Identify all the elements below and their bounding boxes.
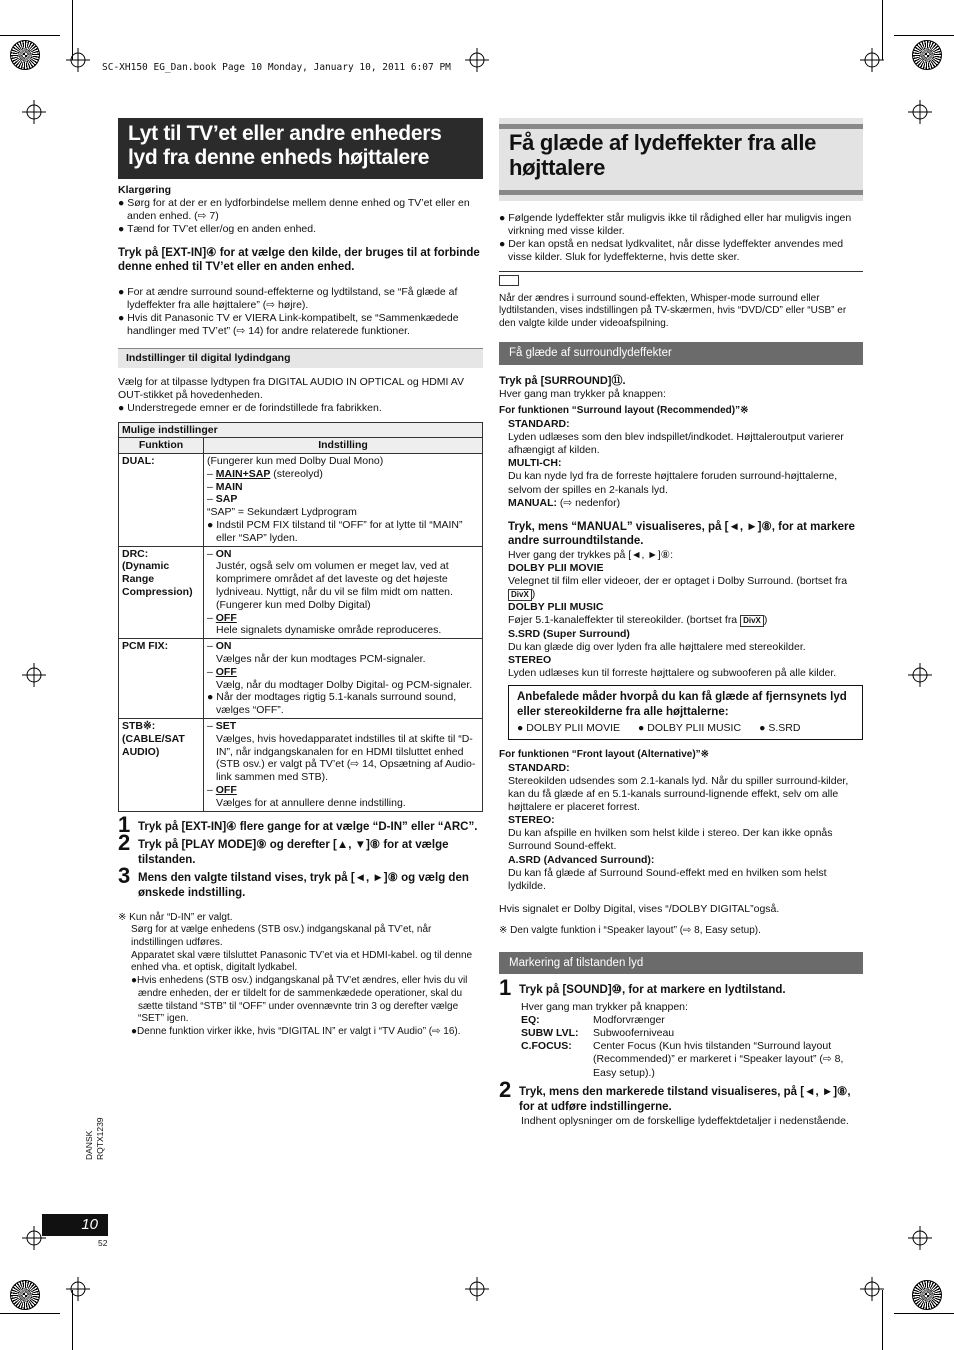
step-number: 1 xyxy=(118,811,131,837)
right-title-box xyxy=(499,118,863,201)
step-text: Mens den valgte tilstand vises, tryk på [◄, ►]⑧ og vælg den ønskede indstilling. xyxy=(138,871,469,899)
caution-item: Følgende lydeffekter står muligvis ikke til rådighed eller har muligvis ingen virkning med visse kilder. xyxy=(508,212,852,238)
registration-disc-icon xyxy=(912,40,942,70)
function-name: DUAL: xyxy=(119,454,204,547)
setting-key: EQ: xyxy=(521,1014,540,1026)
column-header: Funktion xyxy=(119,438,204,454)
setting-value: Subwooferniveau xyxy=(593,1027,675,1040)
crosshair-icon xyxy=(908,663,932,687)
setting-value: Center Focus (Kun hvis tilstanden “Surround layout (Recommended)” er markeret i “Speaker layout” (⇨ 8, Easy setup).) xyxy=(593,1040,844,1079)
footnote-line: ●Hvis enhedens (STB osv.) indgangskanal på TV’et ændres, eller hvis du vil ændre enheden, der er tildelt for de sammenkædede operationer, skal du sætte tilstand “STB” til “OFF” under ovennævnte trin 3 og derefter vælge “SET” igen. xyxy=(131,975,468,1025)
function-name: DRC: (Dynamic Range Compression) xyxy=(119,546,204,639)
table-row xyxy=(119,639,483,719)
page-number: 10 xyxy=(42,1214,108,1236)
mode-desc: Du kan få glæde af Surround Sound-effekt med en hvilken som helst lydkilde. xyxy=(508,866,827,892)
option-default: OFF xyxy=(215,665,237,678)
option-desc: Vælges, hvis hovedapparatet indstilles til at skifte til “D-IN”, når indgangskanalen for en HDMI tilsluttet enhed (STB osv.) er valgt på TV’et (⇨ 14, Opsætning af Audio-link sammen med STB). xyxy=(216,732,476,784)
title-bar-top xyxy=(499,124,863,129)
list-item: ● Understregede emner er de forindstillede fra fabrikken. xyxy=(118,402,382,415)
crop-line xyxy=(0,1313,60,1314)
table-row xyxy=(119,719,483,812)
instruction-sub: Hver gang man trykker på knappen: xyxy=(499,388,666,401)
settings-table xyxy=(118,422,483,812)
setting-line: “SAP” = Sekundært Lydprogram xyxy=(207,506,357,519)
setting-row xyxy=(521,1027,863,1040)
crosshair-icon xyxy=(465,1277,489,1301)
option-name: SET xyxy=(215,720,237,733)
section-heading: Markering af tilstanden lyd xyxy=(499,952,863,974)
mode-desc: Du kan glæde dig over lyden fra alle højttalere med stereokilder. xyxy=(508,640,806,653)
step-item xyxy=(118,862,483,901)
right-page-title: Få glæde af lydeffekter fra alle højttalere xyxy=(509,130,817,180)
mode-desc: Føjer 5.1-kanaleffekter til stereokilder. (bortset fra DivX ) xyxy=(508,614,768,627)
step-item xyxy=(118,811,483,837)
intro-instruction: Tryk på [EXT-IN]④ for at vælge den kilde, der bruges til at forbinde denne enhed til TV’et eller en anden enhed. xyxy=(118,246,480,273)
setting-row xyxy=(521,1014,863,1027)
step-number: 1 xyxy=(499,974,512,1000)
list-item: ● Der kan opstå en nedsat lydkvalitet, når disse lydeffekter anvendes med visse kilder. Sluk for lydeffekterne, hvis dette sker. xyxy=(499,238,844,264)
mode-list xyxy=(499,762,863,893)
mode-name: S.SRD (Super Surround) xyxy=(508,627,630,640)
mode-desc-text: Velegnet til film eller videoer, der er optaget i Dolby Surround. (bortset fra xyxy=(508,575,848,587)
column-header: Indstilling xyxy=(204,438,483,454)
mode-name: A.SRD (Advanced Surround): xyxy=(508,853,655,866)
option-desc: Vælg, når du modtager Dolby Digital- og PCM-signaler. xyxy=(216,678,473,691)
side-label: DANSK RQTX1239 xyxy=(84,1117,105,1160)
crop-line xyxy=(0,35,60,36)
mode-desc: Du kan nyde lyd fra de forreste højttalere foruden surround-højttalerne, selvom der spilles en 2-kanals lyd. xyxy=(508,470,838,496)
list-item: ● Følgende lydeffekter står muligvis ikke til rådighed eller har muligvis ingen virkning med visse kilder. xyxy=(499,212,852,238)
mode-name: DOLBY PLII MUSIC xyxy=(508,601,604,614)
crosshair-icon xyxy=(465,48,489,72)
instruction-sub: Hver gang der trykkes på [◄, ►]⑧: xyxy=(508,548,674,561)
mode-desc: Du kan afspille en hvilken som helst kilde i stereo. Der kan ikke opnås Surround Sound-effekt. xyxy=(508,827,833,853)
mode-desc: Velegnet til film eller videoer, der er optaget i Dolby Surround. (bortset fra DivX ) xyxy=(508,575,848,601)
klargoring-label: Klargøring xyxy=(118,184,172,196)
setting-cell: – SET Vælges, hvis hovedapparatet indstilles til at skifte til “D-IN”, når indgangskanalen for en HDMI tilsluttet enhed (STB osv.) er valgt på TV’et (⇨ 14, Opsætning af Audio-link sammen med STB). – OFF Vælges for at annullere denne indstilling. xyxy=(204,719,483,812)
crosshair-icon xyxy=(860,48,884,72)
mode-name: MULTI-CH: xyxy=(508,457,562,470)
step-text: Tryk på [EXT-IN]④ flere gange for at vælge “D-IN” eller “ARC”. xyxy=(138,820,478,833)
right-column xyxy=(499,212,863,1128)
note-block xyxy=(499,271,863,331)
speaker-footnote: ※ Den valgte funktion i “Speaker layout” (⇨ 8, Easy setup). xyxy=(499,925,761,936)
mode-desc: Lyden udlæses som den blev indspillet/indkodet. Højttaleroutput varierer afhængigt af kilden. xyxy=(508,431,844,457)
recommendation-list xyxy=(517,722,854,735)
table-caption: Mulige indstillinger xyxy=(119,422,483,438)
list-item: ● Hvis dit Panasonic TV er VIERA Link-kompatibelt, se “Sammenkædede handlinger med TV’et” (⇨ 14) for andre relaterede funktioner. xyxy=(118,311,459,337)
table-row xyxy=(119,546,483,639)
step-item xyxy=(499,974,863,1000)
footnote-line: Apparatet skal være tilsluttet Panasonic TV’et via et HDMI-kabel. og til denne enhed vha. et optisk, digitalt lydkabel. xyxy=(131,949,473,974)
note-item: For at ændre surround sound-effekterne og lydtilstand, se “Få glæde af lydeffekter fra alle højttalere” (⇨ højre). xyxy=(127,285,458,311)
list-item: ● S.SRD xyxy=(759,722,801,734)
mode-name: STEREO: xyxy=(508,814,555,827)
list-item: ● DOLBY PLII MOVIE xyxy=(517,722,621,734)
step-details xyxy=(499,1001,863,1080)
list-item: ● For at ændre surround sound-effekterne og lydtilstand, se “Få glæde af lydeffekter fra alle højttalere” (⇨ højre). xyxy=(118,285,458,311)
caution-item: Der kan opstå en nedsat lydkvalitet, når disse lydeffekter anvendes med visse kilder. Sluk for lydeffekterne, hvis dette sker. xyxy=(508,238,844,264)
setting-line: (Fungerer kun med Dolby Dual Mono) xyxy=(207,455,384,468)
table-row xyxy=(119,454,483,547)
step-number: 2 xyxy=(118,829,131,855)
setting-cell: – ON Vælges når der kun modtages PCM-signaler. – OFF Vælg, når du modtager Dolby Digital- og PCM-signaler. ● Når der modtages rigtig 5.1-kanals surround sound, vælges “OFF”. xyxy=(204,639,483,719)
crop-line xyxy=(894,1313,954,1314)
mode-name: DOLBY PLII MOVIE xyxy=(508,561,604,574)
list-item: ● Tænd for TV’et eller/og en anden enhed. xyxy=(118,223,317,236)
default-note: Understregede emner er de forindstillede fra fabrikken. xyxy=(127,402,382,415)
mode-desc: Lyden udlæses kun til forreste højttalere og subwooferen på alle kilder. xyxy=(508,666,837,679)
crosshair-icon xyxy=(908,1226,932,1250)
divx-badge: DivX xyxy=(740,615,764,627)
setting-note: Indstil PCM FIX tilstand til “OFF” for at lytte til “MAIN” eller “SAP” lyden. xyxy=(216,519,463,544)
recommended-mode: DOLBY PLII MUSIC xyxy=(647,722,742,734)
instruction-sub: Hver gang man trykker på knappen: xyxy=(521,1000,688,1013)
option-default: MAIN+SAP xyxy=(215,467,271,480)
steps-list xyxy=(118,811,483,901)
function-heading: For funktionen “Front layout (Alternative)”※ xyxy=(499,749,710,761)
mode-list xyxy=(499,418,863,680)
setting-line: – SAP xyxy=(207,493,238,506)
option-name: ON xyxy=(215,547,232,560)
recommended-mode: S.SRD xyxy=(768,722,801,734)
option-name: MAIN xyxy=(215,480,243,493)
step-item xyxy=(499,1076,863,1115)
print-header-line: SC-XH150 EG_Dan.book Page 10 Monday, January 10, 2011 6:07 PM xyxy=(102,62,451,73)
step-item xyxy=(118,829,483,868)
crosshair-icon xyxy=(908,100,932,124)
crosshair-icon xyxy=(22,100,46,124)
recommendation-box xyxy=(508,685,863,740)
setting-cell xyxy=(204,454,483,547)
setting-cell: – ON Justér, også selv om volumen er meget lav, ved at komprimere området af det laveste og det højeste lydniveau. Nyttigt, når du vil se film midt om natten. (Fungerer kun med Dolby Digital) – OFF Hele signalets dynamiske område reproduceres. xyxy=(204,546,483,639)
option-name: SAP xyxy=(215,493,238,506)
crosshair-icon xyxy=(860,1277,884,1301)
registration-disc-icon xyxy=(912,1280,942,1310)
mode-name: STANDARD: xyxy=(508,417,570,430)
subsection-heading: Indstillinger til digital lydindgang xyxy=(118,348,483,368)
footnote-line: ●Denne funktion virker ikke, hvis “DIGITAL IN” er valgt i “TV Audio” (⇨ 16). xyxy=(131,1025,461,1037)
subsection-intro: Vælg for at tilpasse lydtypen fra DIGITAL AUDIO IN OPTICAL og HDMI AV OUT-stikket på hovedenheden. xyxy=(118,376,465,402)
left-column xyxy=(118,184,483,1039)
step-number: 2 xyxy=(499,1076,512,1102)
small-page-number: 52 xyxy=(98,1238,108,1248)
step-text: Tryk på [PLAY MODE]⑨ og derefter [▲, ▼]⑧ for at vælge tilstanden. xyxy=(138,838,449,866)
setting-line: – MAIN+SAP (stereolyd) xyxy=(207,467,323,480)
registration-disc-icon xyxy=(10,40,40,70)
registration-disc-icon xyxy=(10,1280,40,1310)
mode-desc: Stereokilden udsendes som 2.1-kanals lyd. Når du spiller surround-kilder, kan du få glæde af en 5.1-kanals surround-lignende effekt, selv om alle højttalere er placeret forrest. xyxy=(508,774,849,813)
setting-note: Når der modtages rigtig 5.1-kanals surround sound, vælges “OFF”. xyxy=(216,691,457,717)
option-desc: Hele signalets dynamiske område reproduceres. xyxy=(216,624,442,637)
title-bar-bottom xyxy=(499,190,863,195)
crop-line xyxy=(894,35,954,36)
klargoring-item: Sørg for at der er en lydforbindelse mellem denne enhed og TV’et eller en anden enhed. (⇨ 7) xyxy=(127,197,470,223)
setting-key: SUBW LVL: xyxy=(521,1027,579,1040)
note-item: Hvis dit Panasonic TV er VIERA Link-kompatibelt, se “Sammenkædede handlinger med TV’et” (⇨ 14) for andre relaterede funktioner. xyxy=(127,311,459,337)
instruction: Tryk på [SURROUND]⑪. xyxy=(499,374,626,387)
option-desc: Justér, også selv om volumen er meget lav, ved at komprimere området af det laveste og det højeste lydniveau. Nyttigt, når du vil se film midt om natten. (Fungerer kun med Dolby Digital) xyxy=(216,560,453,611)
divx-badge: DivX xyxy=(508,589,532,601)
instruction: Tryk, mens “MANUAL” visualiseres, på [◄, ►]⑧, for at markere andre surroundtilstande. xyxy=(508,520,855,548)
option-default: OFF xyxy=(215,784,237,797)
option-desc: (stereolyd) xyxy=(273,467,323,480)
function-heading: For funktionen “Surround layout (Recommended)”※ xyxy=(499,405,749,417)
setting-row xyxy=(521,1040,863,1079)
setting-line: ● Når der modtages rigtig 5.1-kanals surround sound, vælges “OFF”. xyxy=(207,691,457,717)
mode-name: MANUAL: xyxy=(508,496,557,509)
recommended-mode: DOLBY PLII MOVIE xyxy=(526,722,621,734)
list-item: ● Sørg for at der er en lydforbindelse mellem denne enhed og TV’et eller en anden enhed. (⇨ 7) xyxy=(118,197,470,223)
step-text: Tryk på [SOUND]⑩, for at markere en lydtilstand. xyxy=(519,983,786,996)
recommendation-title: Anbefalede måder hvorpå du kan få glæde af fjernsynets lyd eller stereokilderne fra alle højttalerne: xyxy=(517,691,847,718)
mode-desc-text: Føjer 5.1-kanaleffekter til stereokilder. (bortset fra xyxy=(508,614,738,627)
footnote xyxy=(118,912,483,1039)
footnote-line: ※ Kun når “D-IN” er valgt. xyxy=(118,911,233,923)
step-number: 3 xyxy=(118,862,131,888)
crosshair-icon xyxy=(66,1277,90,1301)
option-default: OFF xyxy=(215,611,237,624)
setting-line: ● Indstil PCM FIX tilstand til “OFF” for at lytte til “MAIN” eller “SAP” lyden. xyxy=(207,519,463,544)
function-name: PCM FIX: xyxy=(119,639,204,719)
option-name: ON xyxy=(215,640,232,653)
crosshair-icon xyxy=(22,663,46,687)
mode-name: STEREO xyxy=(508,653,552,666)
footnote-line: Sørg for at vælge enhedens (STB osv.) indgangskanal på TV’et, når indstillingen udføres. xyxy=(131,924,432,949)
list-item: ● DOLBY PLII MUSIC xyxy=(638,722,742,734)
step-text: Tryk, mens den markerede tilstand visualiseres, på [◄, ►]⑧, for at udføre indstillingerne. xyxy=(519,1085,851,1113)
setting-line: – MAIN xyxy=(207,480,243,493)
section-heading: Få glæde af surroundlydeffekter xyxy=(499,342,863,364)
setting-key: C.FOCUS: xyxy=(521,1040,572,1053)
option-desc: Vælges når der kun modtages PCM-signaler. xyxy=(216,653,426,666)
left-page-title: Lyt til TV’et eller andre enheders lyd fra denne enheds højttalere xyxy=(118,118,483,179)
dolby-note: Hvis signalet er Dolby Digital, vises “/DOLBY DIGITAL”også. xyxy=(499,902,780,915)
setting-value: Modforvrænger xyxy=(593,1014,665,1026)
step-desc: Indhent oplysninger om de forskellige lydeffektdetaljer i nedenstående. xyxy=(521,1114,849,1127)
crosshair-icon xyxy=(66,48,90,72)
option-desc: Vælges for at annullere denne indstilling. xyxy=(216,796,406,809)
mode-desc: (⇨ nedenfor) xyxy=(559,496,621,509)
book-note-icon xyxy=(499,275,519,286)
klargoring-item: Tænd for TV’et eller/og en anden enhed. xyxy=(127,223,317,236)
function-name: STB※: (CABLE/SAT AUDIO) xyxy=(119,719,204,812)
note-text: Når der ændres i surround sound-effekten, Whisper-mode surround eller lydtilstanden, vises indstillingen på TV-skærmen, hvis “DVD/CD” eller “USB” er den valgte kilde under videoafspilning. xyxy=(499,292,847,329)
mode-name: STANDARD: xyxy=(508,761,570,774)
